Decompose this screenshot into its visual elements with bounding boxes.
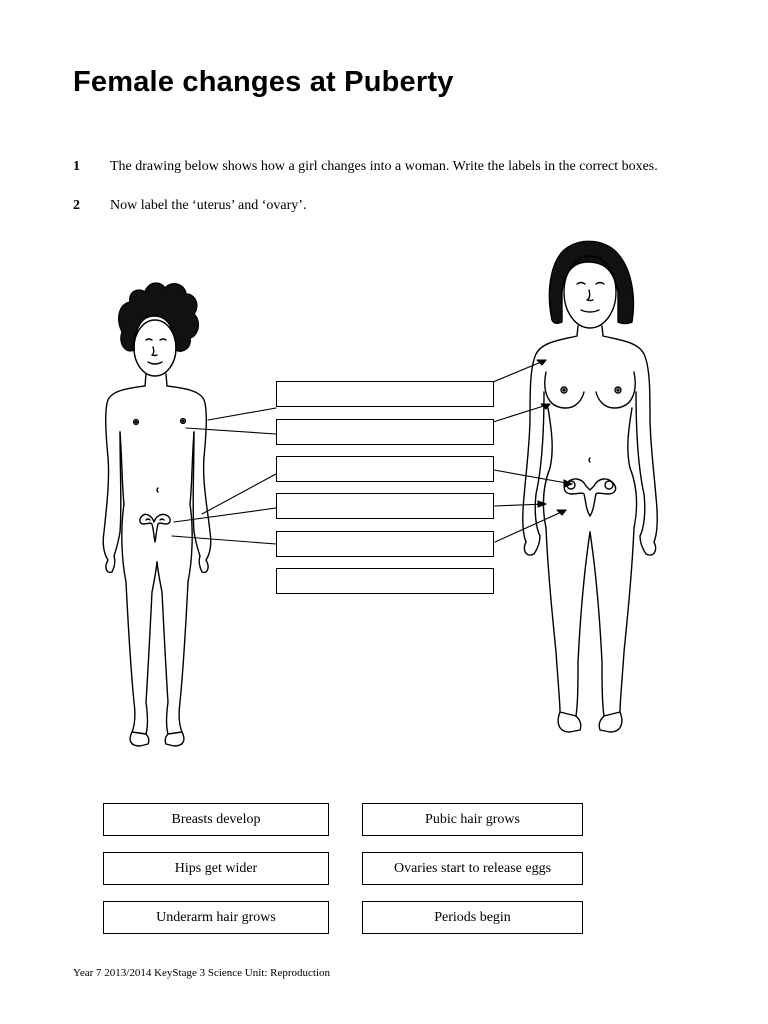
answer-box-2[interactable] [276, 419, 494, 445]
question-2-text: Now label the ‘uterus’ and ‘ovary’. [110, 198, 307, 213]
question-1-number: 1 [73, 159, 80, 174]
label-card-hips-get-wider[interactable]: Hips get wider [103, 852, 329, 885]
question-2-number: 2 [73, 198, 80, 213]
answer-box-5[interactable] [276, 531, 494, 557]
answer-box-6[interactable] [276, 568, 494, 594]
page-title: Female changes at Puberty [73, 66, 454, 98]
label-card-underarm-hair-grows[interactable]: Underarm hair grows [103, 901, 329, 934]
answer-box-3[interactable] [276, 456, 494, 482]
girl-figure [103, 283, 211, 746]
answer-box-4[interactable] [276, 493, 494, 519]
answer-box-1[interactable] [276, 381, 494, 407]
label-card-ovaries-release-eggs[interactable]: Ovaries start to release eggs [362, 852, 583, 885]
label-card-breasts-develop[interactable]: Breasts develop [103, 803, 329, 836]
page-footer: Year 7 2013/2014 KeyStage 3 Science Unit: Reproduction [73, 967, 331, 979]
question-1-text: The drawing below shows how a girl changes into a woman. Write the labels in the correct boxes. [110, 159, 658, 174]
label-card-periods-begin[interactable]: Periods begin [362, 901, 583, 934]
woman-figure [523, 241, 658, 732]
label-card-pubic-hair-grows[interactable]: Pubic hair grows [362, 803, 583, 836]
